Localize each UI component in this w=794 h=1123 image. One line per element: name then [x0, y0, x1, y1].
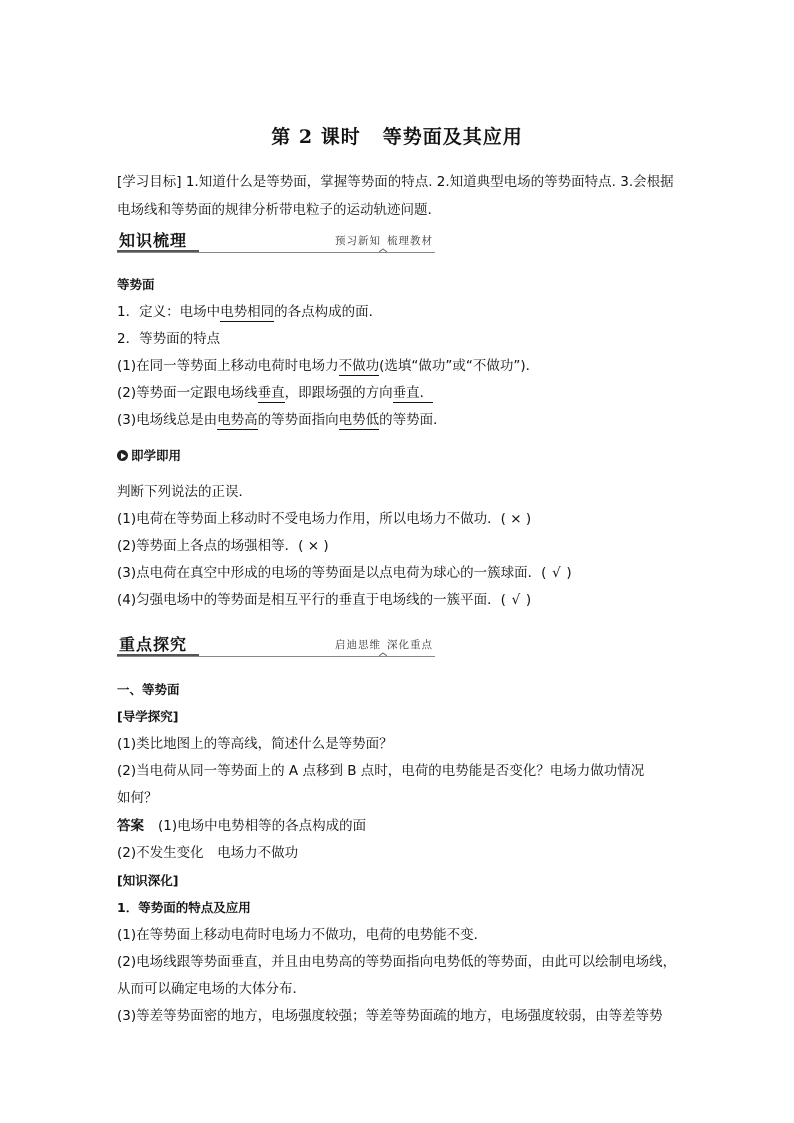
feature-3-blank-1: 电势高 [217, 412, 258, 428]
point-2-line-1: (2)电场线跟等势面垂直，并且由电势高的等势面指向电势低的等势面，由此可以绘制电场线， [117, 954, 677, 970]
point-title: 1．等势面的特点及应用 [117, 900, 251, 915]
judgement-mark: × [307, 538, 320, 554]
tagline-part-1: 启迪思维 [335, 639, 381, 651]
feature-3-prefix: (3)电场线总是由 [117, 412, 218, 428]
features-label: 2．等势面的特点 [117, 331, 221, 347]
divider [117, 252, 435, 253]
feature-3 [117, 411, 447, 429]
practice-item-1 [117, 510, 531, 528]
close-paren: ) [525, 592, 532, 608]
question-1: (1)类比地图上的等高线，简述什么是等势面？ [117, 736, 393, 752]
question-2-line-1: (2)当电荷从同一等势面上的 A 点移到 B 点时，电荷的电势能是否变化？电场力做功情况 [117, 763, 645, 779]
divider-notch-icon [379, 652, 387, 658]
practice-item-text: (4)匀强电场中的等势面是相互平行的垂直于电场线的一簇平面．( [117, 592, 506, 608]
lesson-topic: 等势面及其应用 [382, 126, 523, 148]
answer-label: 答案 [117, 818, 144, 834]
point-2-line-2: 从而可以确定电场的大体分布． [117, 981, 306, 997]
feature-2 [117, 384, 433, 402]
section-tagline [335, 233, 433, 248]
divider-notch-icon [379, 248, 387, 254]
answer-line-1 [117, 817, 366, 835]
practice-item-text: (1)电荷在等势面上移动时不受电场力作用，所以电场力不做功．( [117, 511, 506, 527]
practice-item-2 [117, 537, 329, 555]
judgement-mark: × [510, 511, 522, 527]
definition-prefix: 1．定义：电场中 [117, 304, 221, 320]
page-title [0, 122, 794, 149]
section-heading: 重点探究 [119, 635, 188, 654]
answer-line-2: (2)不发生变化 电场力不做功 [117, 845, 299, 861]
objectives-line-2: 电场线和等势面的规律分析带电粒子的运动轨迹问题. [117, 202, 432, 218]
feature-2-blank-2: 垂直． [392, 385, 434, 401]
divider [117, 656, 435, 657]
feature-3-mid: 的等势面指向 [257, 412, 339, 428]
section-tagline [335, 637, 433, 652]
lesson-number: 第 2 课时 [271, 126, 361, 148]
tagline-part-2: 深化重点 [387, 639, 433, 651]
question-2-line-2: 如何？ [117, 790, 158, 806]
subheading-topic-1: 一、等势面 [117, 682, 180, 697]
tagline-part-1: 预习新知 [335, 235, 381, 247]
practice-item-text: (2)等势面上各点的场强相等．( [117, 538, 304, 554]
objectives-label: [学习目标] [117, 174, 182, 190]
feature-1-prefix: (1)在同一等势面上移动电荷时电场力 [117, 358, 339, 374]
play-circle-icon [117, 450, 128, 461]
answer-1: (1)电场中电势相等的各点构成的面 [158, 818, 367, 834]
objectives-line-1 [117, 173, 674, 191]
subheading-equipotential: 等势面 [117, 277, 155, 292]
section-heading: 知识梳理 [119, 231, 188, 250]
feature-3-suffix: 的等势面． [379, 412, 447, 428]
section-header-key-points [117, 632, 435, 658]
definition-suffix: 的各点构成的面． [274, 304, 383, 320]
point-1: (1)在等势面上移动电荷时电场力不做功，电荷的电势能不变． [117, 927, 488, 943]
deepen-label: [知识深化] [117, 873, 179, 888]
point-3-line-1: (3)等差等势面密的地方，电场强度较强；等差等势面疏的地方，电场强度较弱，由等差等势 [117, 1008, 663, 1024]
feature-3-blank-2: 电势低 [338, 412, 380, 428]
section-header-knowledge [117, 228, 435, 254]
practice-header [117, 447, 181, 465]
objectives-text-1: 1.知道什么是等势面，掌握等势面的特点. 2.知道典型电场的等势面特点. 3.会根据 [185, 174, 674, 190]
practice-label: 即学即用 [131, 448, 182, 463]
practice-prompt: 判断下列说法的正误． [117, 484, 252, 500]
feature-2-prefix: (2)等势面一定跟电场线 [117, 385, 258, 401]
definition-line [117, 303, 382, 321]
feature-2-mid: ，即跟场强的方向 [284, 385, 393, 401]
feature-1-blank: 不做功 [338, 358, 380, 374]
definition-blank: 电势相同 [220, 304, 275, 320]
close-paren: ) [323, 538, 329, 554]
close-paren: ) [566, 565, 572, 581]
judgement-mark: √ [511, 592, 521, 608]
practice-item-text: (3)点电荷在真空中形成的电场的等势面是以点电荷为球心的一簇球面．( [117, 565, 547, 581]
practice-item-3 [117, 564, 572, 582]
close-paren: ) [525, 511, 532, 527]
feature-1 [117, 357, 539, 375]
feature-2-blank-1: 垂直 [257, 385, 285, 401]
feature-1-suffix: (选填“做功”或“不做功”)． [379, 358, 540, 374]
judgement-mark: √ [552, 565, 561, 581]
practice-item-4 [117, 591, 531, 609]
guide-label: [导学探究] [117, 709, 179, 724]
tagline-part-2: 梳理教材 [387, 235, 433, 247]
